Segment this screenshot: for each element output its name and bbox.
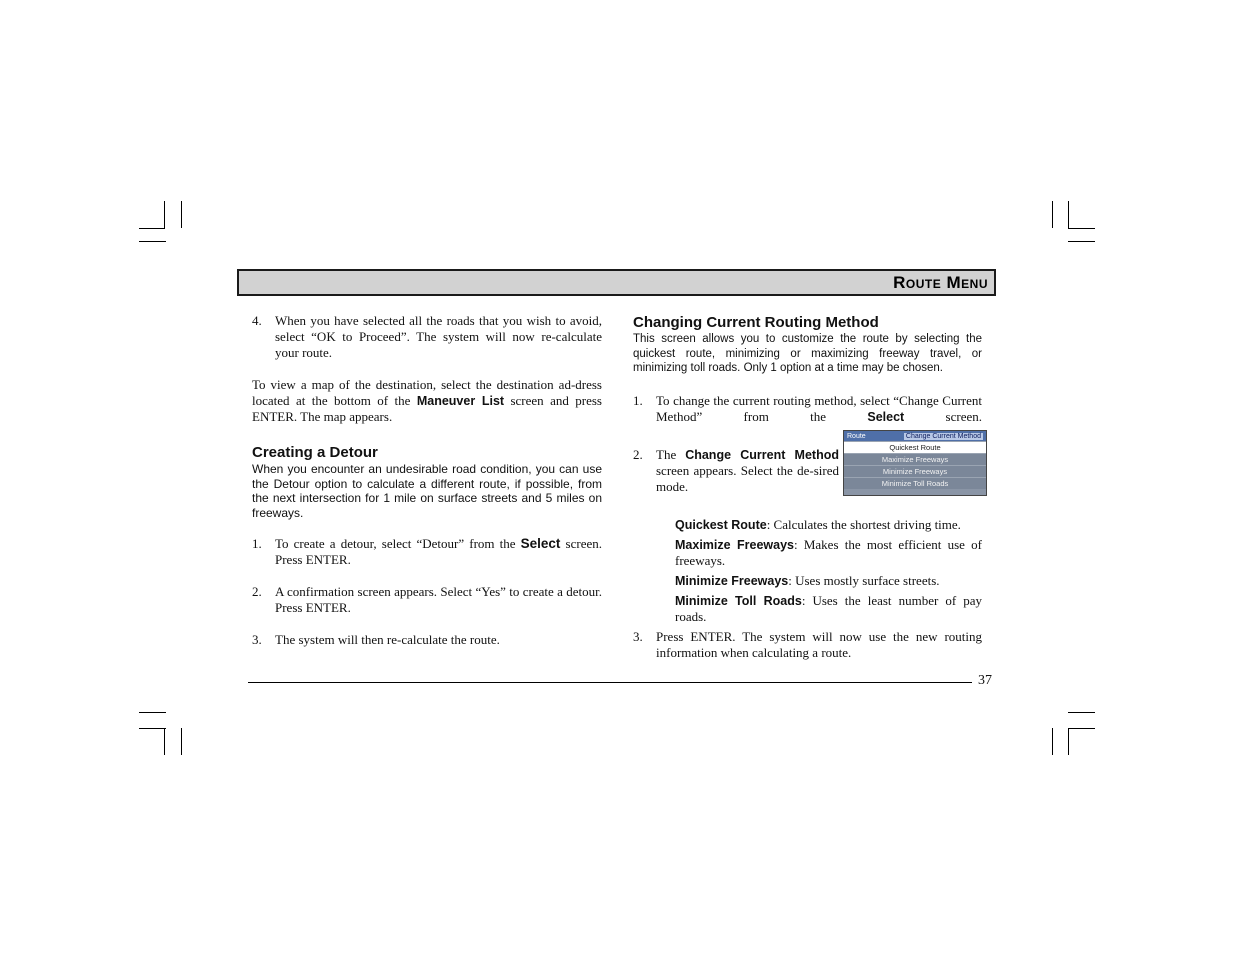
- routing-step-3: [633, 629, 982, 661]
- step-text: The system will then re-calculate the route.: [275, 632, 500, 647]
- left-column: [252, 313, 602, 648]
- step-number: 1.: [252, 536, 262, 551]
- select-term: Select: [520, 536, 561, 551]
- crop-mark: [181, 728, 182, 755]
- routing-method-heading: Changing Current Routing Method: [633, 314, 879, 331]
- screen-option-maximize-freeways[interactable]: Maximize Freeways: [844, 453, 986, 465]
- change-current-method-term: Change Current Method: [685, 447, 839, 462]
- section-header: [237, 269, 996, 296]
- step-number: 2.: [252, 584, 262, 599]
- crop-mark: [164, 201, 165, 228]
- detour-heading: Creating a Detour: [252, 444, 378, 461]
- routing-step-2: [633, 447, 839, 495]
- maneuver-list-term: Maneuver List: [416, 394, 505, 408]
- crop-mark: [1068, 241, 1095, 242]
- screen-option-quickest-route[interactable]: Quickest Route: [844, 441, 986, 453]
- step-text: Press ENTER. The system will now use the new routing information when calculating a route.: [656, 628, 982, 660]
- change-method-screen: [843, 430, 987, 496]
- step-number: 4.: [252, 313, 262, 328]
- crop-mark: [1068, 201, 1069, 228]
- detour-step-1: [252, 536, 602, 568]
- detour-step-3: [252, 632, 602, 648]
- definition-maximize-freeways: Maximize Freeways: Makes the most efficient use of freeways.: [675, 536, 982, 568]
- crop-mark: [1068, 728, 1069, 755]
- definition-minimize-toll-roads: Minimize Toll Roads: Uses the least number of pay roads.: [675, 592, 982, 624]
- crop-mark: [181, 201, 182, 228]
- routing-step-1: [633, 393, 982, 425]
- crop-mark: [139, 241, 166, 242]
- screen-option-minimize-toll-roads[interactable]: Minimize Toll Roads: [844, 477, 986, 489]
- step-number: 2.: [633, 446, 643, 462]
- crop-mark: [139, 228, 165, 229]
- crop-mark: [1052, 201, 1053, 228]
- detour-step-2: [252, 584, 602, 616]
- select-term: Select: [867, 409, 905, 424]
- step-number: 3.: [633, 628, 643, 644]
- crop-mark: [1068, 728, 1095, 729]
- step-text: To create a detour, select “Detour” from the Select screen. Press ENTER.: [275, 536, 602, 567]
- screen-route-label: Route: [847, 432, 866, 440]
- crop-mark: [139, 728, 166, 729]
- step-4: [252, 313, 602, 361]
- section-title: Route Menu: [893, 273, 988, 292]
- mode-definitions: [675, 517, 982, 625]
- crop-mark: [1052, 728, 1053, 755]
- routing-method-intro: This screen allows you to customize the route by selecting the quickest route, minimizing or maximizing freeway travel, or minimizing toll roads. Only 1 option at a time may be chosen.: [633, 333, 982, 374]
- definition-quickest-route: Quickest Route: Calculates the shortest driving time.: [675, 516, 961, 532]
- step-text: When you have selected all the roads that you wish to avoid, select “OK to Proceed”. The system will now re-calculate your route.: [275, 313, 602, 360]
- crop-mark: [139, 712, 166, 713]
- step-number: 1.: [633, 392, 643, 408]
- step-text: The Change Current Method screen appears. Select the de-sired mode.: [656, 446, 839, 494]
- crop-mark: [164, 728, 165, 755]
- footer-rule: [248, 682, 972, 683]
- screen-option-minimize-freeways[interactable]: Minimize Freeways: [844, 465, 986, 477]
- definition-minimize-freeways: Minimize Freeways: Uses mostly surface streets.: [675, 572, 940, 588]
- screen-title: Change Current Method: [905, 432, 981, 440]
- page-number: 37: [978, 673, 992, 688]
- screen-header: [844, 431, 986, 441]
- crop-mark: [1068, 228, 1095, 229]
- step-text: To change the current routing method, select “Change Current Method” from the Select screen.: [656, 392, 982, 424]
- crop-mark: [1068, 712, 1095, 713]
- detour-intro: When you encounter an undesirable road condition, you can use the Detour option to calculate a different route, if possible, from the next intersection for 1 mile on surface streets and 5 miles on freeways.: [252, 462, 602, 520]
- step-text: A confirmation screen appears. Select “Yes” to create a detour. Press ENTER.: [275, 584, 602, 615]
- view-map-paragraph: To view a map of the destination, select the destination ad-dress located at the bottom of the Maneuver List screen and press ENTER. The map appears.: [252, 377, 602, 424]
- step-number: 3.: [252, 632, 262, 647]
